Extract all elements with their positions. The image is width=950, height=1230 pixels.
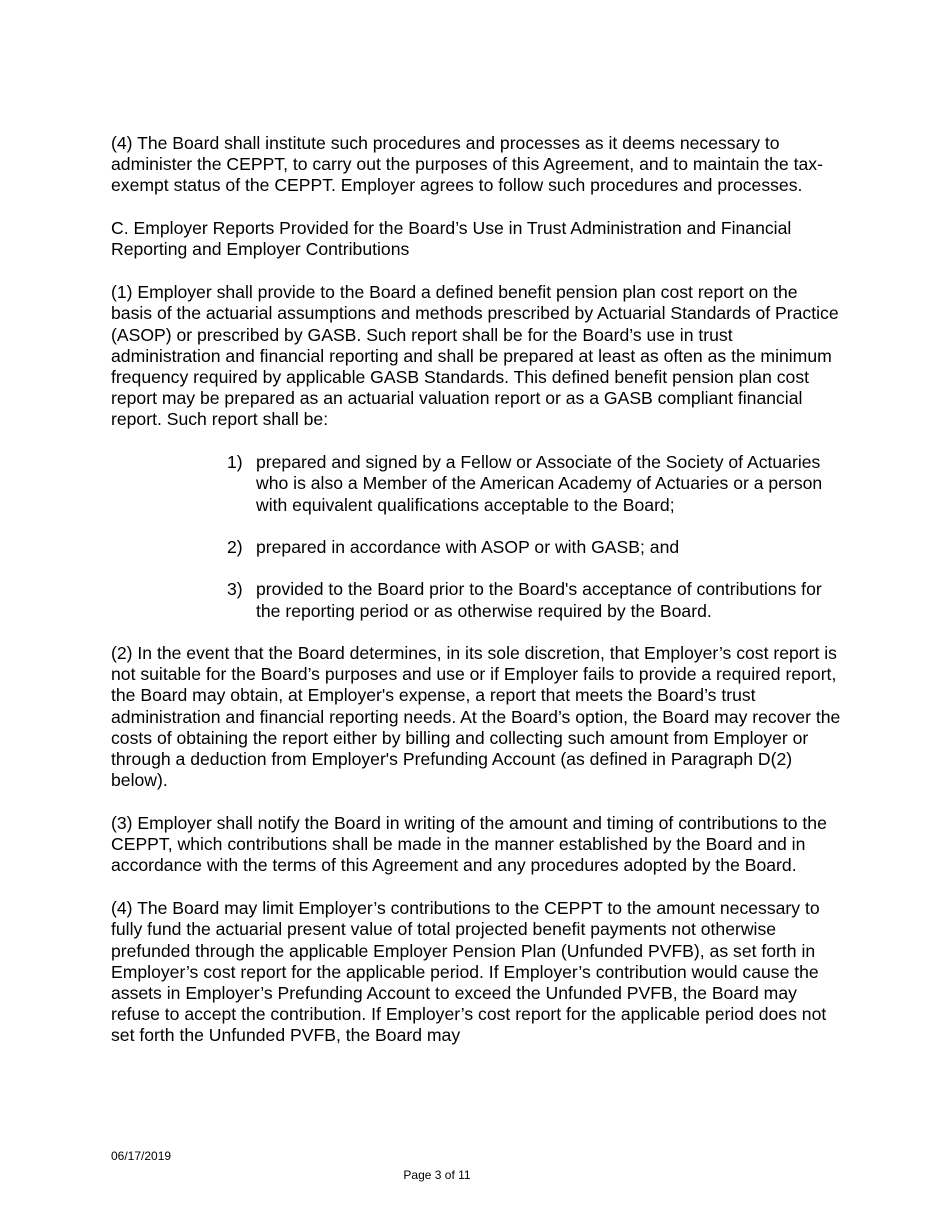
paragraph-c1: (1) Employer shall provide to the Board a defined benefit pension plan cost report on the basis of the actuarial assumptions and methods prescribed by Actuarial Standards of Practice (ASOP) or prescribed by GASB. Such report shall be for the Board’s use in trust administration and financial reporting and shall be prepared at least as often as the minimum frequency required by applicable GASB Standards. This defined benefit pension plan cost report may be prepared as an actuarial valuation report or as a GASB compliant financial report. Such report shall be:	[111, 282, 839, 430]
list-item	[227, 537, 841, 558]
list-item-number: 1)	[227, 452, 243, 473]
paragraph-b4: (4) The Board shall institute such procedures and processes as it deems necessary to administer the CEPPT, to carry out the purposes of this Agreement, and to maintain the tax-exempt status of the CEPPT. Employer agrees to follow such procedures and processes.	[111, 133, 823, 196]
list-item-text: provided to the Board prior to the Board's acceptance of contributions for the reporting period or as otherwise required by the Board.	[256, 579, 822, 621]
document-body	[111, 133, 841, 1068]
paragraph-c2: (2) In the event that the Board determines, in its sole discretion, that Employer’s cost report is not suitable for the Board’s purposes and use or if Employer fails to provide a required report, the Board may obtain, at Employer's expense, a report that meets the Board’s trust administration and financial reporting needs. At the Board’s option, the Board may recover the costs of obtaining the report either by billing and collecting such amount from Employer or through a deduction from Employer's Prefunding Account (as defined in Paragraph D(2) below).	[111, 643, 841, 791]
list-item	[227, 452, 841, 516]
list-item-text: prepared and signed by a Fellow or Associate of the Society of Actuaries who is also a Member of the American Academy of Actuaries or a person with equivalent qualifications acceptable to the Board;	[256, 452, 823, 515]
page-number: Page 3 of 11	[403, 1168, 471, 1182]
list-item-number: 2)	[227, 537, 243, 558]
report-requirements-list	[227, 452, 841, 622]
footer-date: 06/17/2019	[111, 1149, 172, 1163]
list-item	[227, 579, 841, 621]
list-item-number: 3)	[227, 579, 243, 600]
list-item-text: prepared in accordance with ASOP or with GASB; and	[256, 537, 680, 558]
paragraph-c4: (4) The Board may limit Employer’s contributions to the CEPPT to the amount necessary to fully fund the actuarial present value of total projected benefit payments not otherwise prefunded through the applicable Employer Pension Plan (Unfunded PVFB), as set forth in Employer’s cost report for the applicable period. If Employer’s contribution would cause the assets in Employer’s Prefunding Account to exceed the Unfunded PVFB, the Board may refuse to accept the contribution. If Employer’s cost report for the applicable period does not set forth the Unfunded PVFB, the Board may	[111, 898, 827, 1046]
paragraph-c3: (3) Employer shall notify the Board in writing of the amount and timing of contributions to the CEPPT, which contributions shall be made in the manner established by the Board and in accordance with the terms of this Agreement and any procedures adopted by the Board.	[111, 813, 827, 876]
section-heading-c: C. Employer Reports Provided for the Board’s Use in Trust Administration and Financial Reporting and Employer Contributions	[111, 218, 792, 260]
